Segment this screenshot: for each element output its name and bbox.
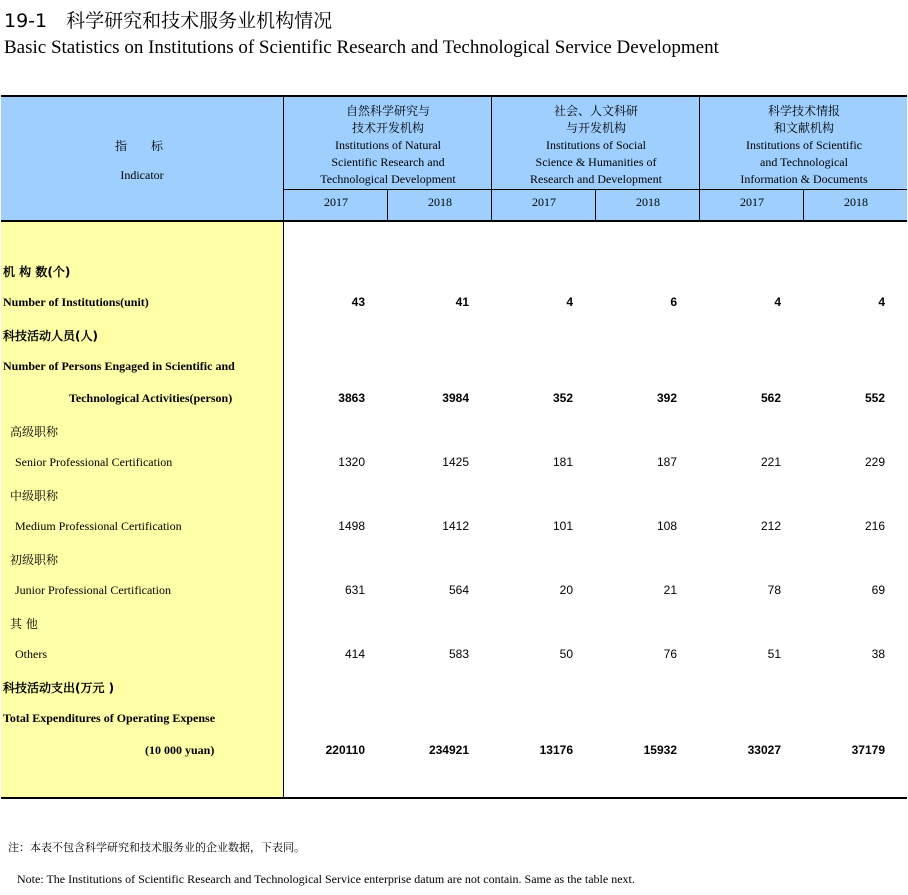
group-header-social: 社会、人文科研 与开发机构 Institutions of Social Science & Humanities of Research and Development — [530, 104, 662, 186]
row-label-expenditure-en: Total Expenditures of Operating Expense — [3, 711, 216, 725]
table-cell: 220110 — [325, 743, 365, 757]
row-label-institutions-zh: 机 构 数(个) — [3, 265, 71, 279]
row-label-senior-zh: 高级职称 — [10, 425, 59, 439]
table-cell: 229 — [864, 455, 885, 469]
row-label-expenditure-unit: (10 000 yuan) — [145, 743, 215, 757]
table-cell: 51 — [767, 647, 781, 661]
row-label-senior-en: Senior Professional Certification — [15, 455, 173, 469]
table-cell: 221 — [760, 455, 781, 469]
table-cell: 564 — [448, 583, 469, 597]
table-cell: 562 — [760, 391, 781, 405]
table-cell: 583 — [448, 647, 469, 661]
table-header — [1, 95, 907, 222]
row-label-junior-zh: 初级职称 — [10, 553, 59, 567]
year-header: 2017 — [740, 195, 764, 209]
indicator-header-en: Indicator — [120, 168, 164, 182]
year-header: 2018 — [844, 195, 868, 209]
row-label-persons-zh: 科技活动人员(人) — [3, 329, 98, 343]
table-title-zh: 19-1 科学研究和技术服务业机构情况 — [4, 10, 333, 32]
row-label-institutions-en: Number of Institutions(unit) — [3, 295, 149, 309]
indicator-header — [1, 95, 283, 222]
table-cell: 15932 — [643, 743, 677, 757]
table-cell: 4 — [774, 295, 781, 309]
group-header-natural: 自然科学研究与 技术开发机构 Institutions of Natural Scientific Research and Technological Development — [320, 104, 456, 186]
row-label-others-zh: 其 他 — [10, 617, 38, 631]
row-label-medium-zh: 中级职称 — [10, 489, 59, 503]
table-cell: 1425 — [442, 455, 469, 469]
table-cell: 212 — [760, 519, 781, 533]
table-cell: 43 — [351, 295, 365, 309]
table-cell: 37179 — [851, 743, 885, 757]
table-cell: 216 — [864, 519, 885, 533]
table-cell: 76 — [663, 647, 677, 661]
table-cell: 392 — [656, 391, 677, 405]
table-cell: 3984 — [442, 391, 469, 405]
table-title-en: Basic Statistics on Institutions of Scientific Research and Technological Service Development — [4, 37, 719, 58]
row-label-persons-en: Number of Persons Engaged in Scientific and — [3, 359, 235, 373]
table-cell: 181 — [552, 455, 573, 469]
group-header-information: 科学技术情报 和文献机构 Institutions of Scientific and Technological Information & Documents — [740, 104, 868, 186]
table-cell: 78 — [767, 583, 781, 597]
table-cell: 21 — [663, 583, 677, 597]
table-cell: 352 — [552, 391, 573, 405]
year-header: 2018 — [428, 195, 452, 209]
table-cell: 101 — [552, 519, 573, 533]
table-cell: 1498 — [338, 519, 365, 533]
table-cell: 13176 — [539, 743, 573, 757]
table-cell: 38 — [871, 647, 885, 661]
table-cell: 414 — [344, 647, 365, 661]
table-cell: 41 — [455, 295, 469, 309]
row-label-expenditure-zh: 科技活动支出(万元 ) — [3, 681, 115, 695]
row-label-junior-en: Junior Professional Certification — [15, 583, 171, 597]
table-cell: 6 — [670, 295, 677, 309]
table-cell: 69 — [871, 583, 885, 597]
table-cell: 20 — [559, 583, 573, 597]
footnote-en: Note: The Institutions of Scientific Research and Technological Service enterprise datum are not contain. Same as the table next. — [17, 872, 635, 886]
row-label-medium-en: Medium Professional Certification — [15, 519, 182, 533]
table-cell: 50 — [559, 647, 573, 661]
indicator-header-zh: 指 标 — [114, 139, 169, 153]
table-cell: 631 — [344, 583, 365, 597]
table-cell: 33027 — [747, 743, 781, 757]
row-label-others-en: Others — [15, 647, 47, 661]
table-cell: 4 — [878, 295, 885, 309]
table-cell: 552 — [864, 391, 885, 405]
year-header: 2017 — [324, 195, 348, 209]
table-cell: 234921 — [428, 743, 469, 757]
footnote-zh: 注：本表不包含科学研究和技术服务业的企业数据，下表同。 — [8, 841, 305, 854]
table-bottom-border — [1, 797, 907, 799]
row-label-persons-en-cont: Technological Activities(person) — [69, 391, 233, 405]
table-cell: 1320 — [338, 455, 365, 469]
table-cell: 4 — [566, 295, 573, 309]
column-divider — [283, 222, 284, 797]
table-cell: 108 — [656, 519, 677, 533]
table-cell: 3863 — [338, 391, 365, 405]
year-header: 2017 — [532, 195, 556, 209]
year-header: 2018 — [636, 195, 660, 209]
table-cell: 1412 — [442, 519, 469, 533]
table-cell: 187 — [656, 455, 677, 469]
